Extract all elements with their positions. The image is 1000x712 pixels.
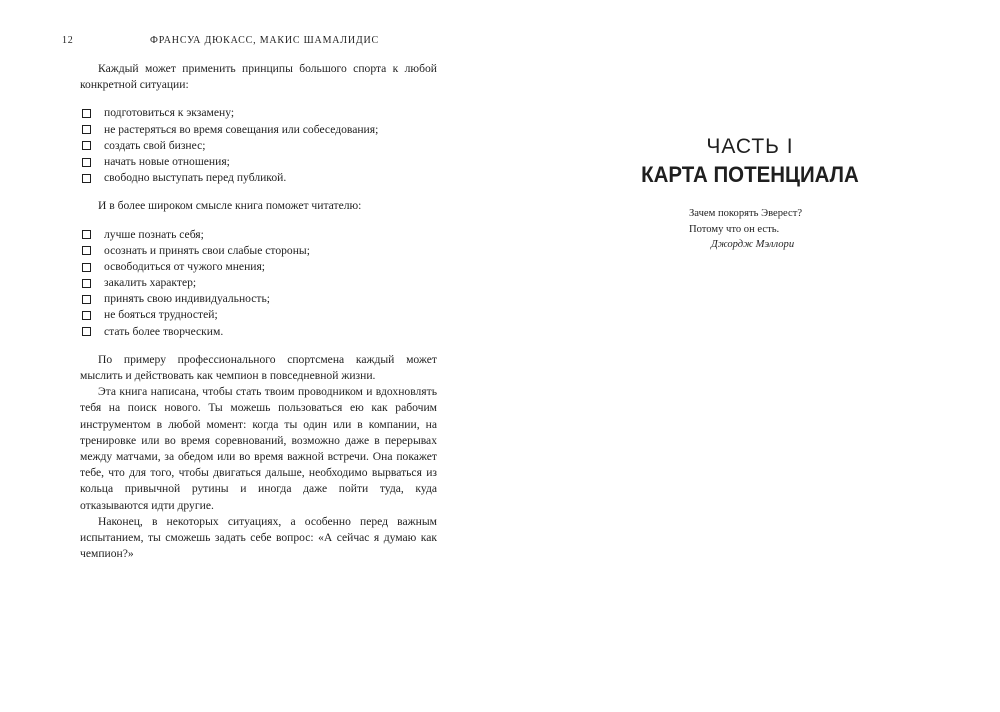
situations-list xyxy=(80,105,437,186)
checkbox-icon xyxy=(82,327,91,336)
list-item xyxy=(80,122,437,138)
middle-paragraph: И в более широком смысле книга поможет читателю: xyxy=(98,199,362,213)
part-label: ЧАСТЬ I xyxy=(706,135,794,158)
list-item xyxy=(80,243,437,259)
checkbox-icon xyxy=(82,230,91,239)
page-number: 12 xyxy=(62,35,74,46)
body-paragraph: По примеру профессионального спортсмена каждый может мыслить и действовать как чемпион в повседневной жизни. xyxy=(80,352,437,383)
list-item-text: не бояться трудностей; xyxy=(104,308,218,322)
book-authors: ФРАНСУА ДЮКАСС, МАКИС ШАМАЛИДИС xyxy=(150,35,380,46)
checkbox-icon xyxy=(82,295,91,304)
list-item xyxy=(80,275,437,291)
checkbox-icon xyxy=(82,158,91,167)
list-item-text: принять свою индивидуальность; xyxy=(104,292,270,306)
list-item xyxy=(80,170,437,186)
body-paragraph: Эта книга написана, чтобы стать твоим проводником и вдохновлять тебя на поиск нового. Ты можешь пользоваться ею как рабочим инструментом в любой момент: когда ты один или в компании, на тренировке или во время соревнований, возможно даже в перерывах между матчами, за обедом или во время важной встречи. Она покажет тебе, что для того, чтобы двигаться дальше, необходимо вырваться из кольца привычной рутины и иногда даже пойти туда, куда отказываются идти другие. xyxy=(80,385,437,512)
list-item xyxy=(80,154,437,170)
checkbox-icon xyxy=(82,279,91,288)
list-item-text: стать более творческим. xyxy=(104,324,224,338)
list-item xyxy=(80,105,437,121)
list-item-text: лучше познать себя; xyxy=(104,227,204,241)
checkbox-icon xyxy=(82,263,91,272)
list-item-text: подготовиться к экзамену; xyxy=(104,106,235,120)
epigraph-line: Потому что он есть. xyxy=(689,223,780,235)
right-page xyxy=(500,0,1000,712)
part-heading xyxy=(500,134,1000,190)
list-item xyxy=(80,291,437,307)
list-item-text: осознать и принять свои слабые стороны; xyxy=(104,243,310,257)
list-item-text: создать свой бизнес; xyxy=(104,138,206,152)
running-head xyxy=(62,34,442,48)
checkbox-icon xyxy=(82,311,91,320)
list-item-text: закалить характер; xyxy=(104,276,197,290)
part-title: КАРТА ПОТЕНЦИАЛА xyxy=(641,162,859,187)
checkbox-icon xyxy=(82,141,91,150)
list-item-text: начать новые отношения; xyxy=(104,154,230,168)
list-item xyxy=(80,227,437,243)
checkbox-icon xyxy=(82,246,91,255)
body-paragraph: Наконец, в некоторых ситуациях, а особенно перед важным испытанием, ты сможешь задать себе вопрос: «А сейчас я думаю как чемпион?» xyxy=(80,514,437,561)
epigraph-line: Зачем покорять Эверест? xyxy=(689,208,803,219)
checkbox-icon xyxy=(82,174,91,183)
body-text xyxy=(80,61,437,563)
checkbox-icon xyxy=(82,125,91,134)
list-item xyxy=(80,307,437,323)
list-item-text: не растеряться во время совещания или собеседования; xyxy=(104,122,379,136)
list-item xyxy=(80,138,437,154)
list-item-text: освободиться от чужого мнения; xyxy=(104,259,266,273)
list-item xyxy=(80,259,437,275)
benefits-list xyxy=(80,227,437,340)
epigraph-author: Джордж Мэллори xyxy=(711,239,795,250)
intro-paragraph: Каждый может применить принципы большого спорта к любой конкретной ситуации: xyxy=(80,62,437,92)
checkbox-icon xyxy=(82,109,91,118)
list-item-text: свободно выступать перед публикой. xyxy=(104,171,287,185)
epigraph xyxy=(689,206,889,253)
list-item xyxy=(80,324,437,340)
